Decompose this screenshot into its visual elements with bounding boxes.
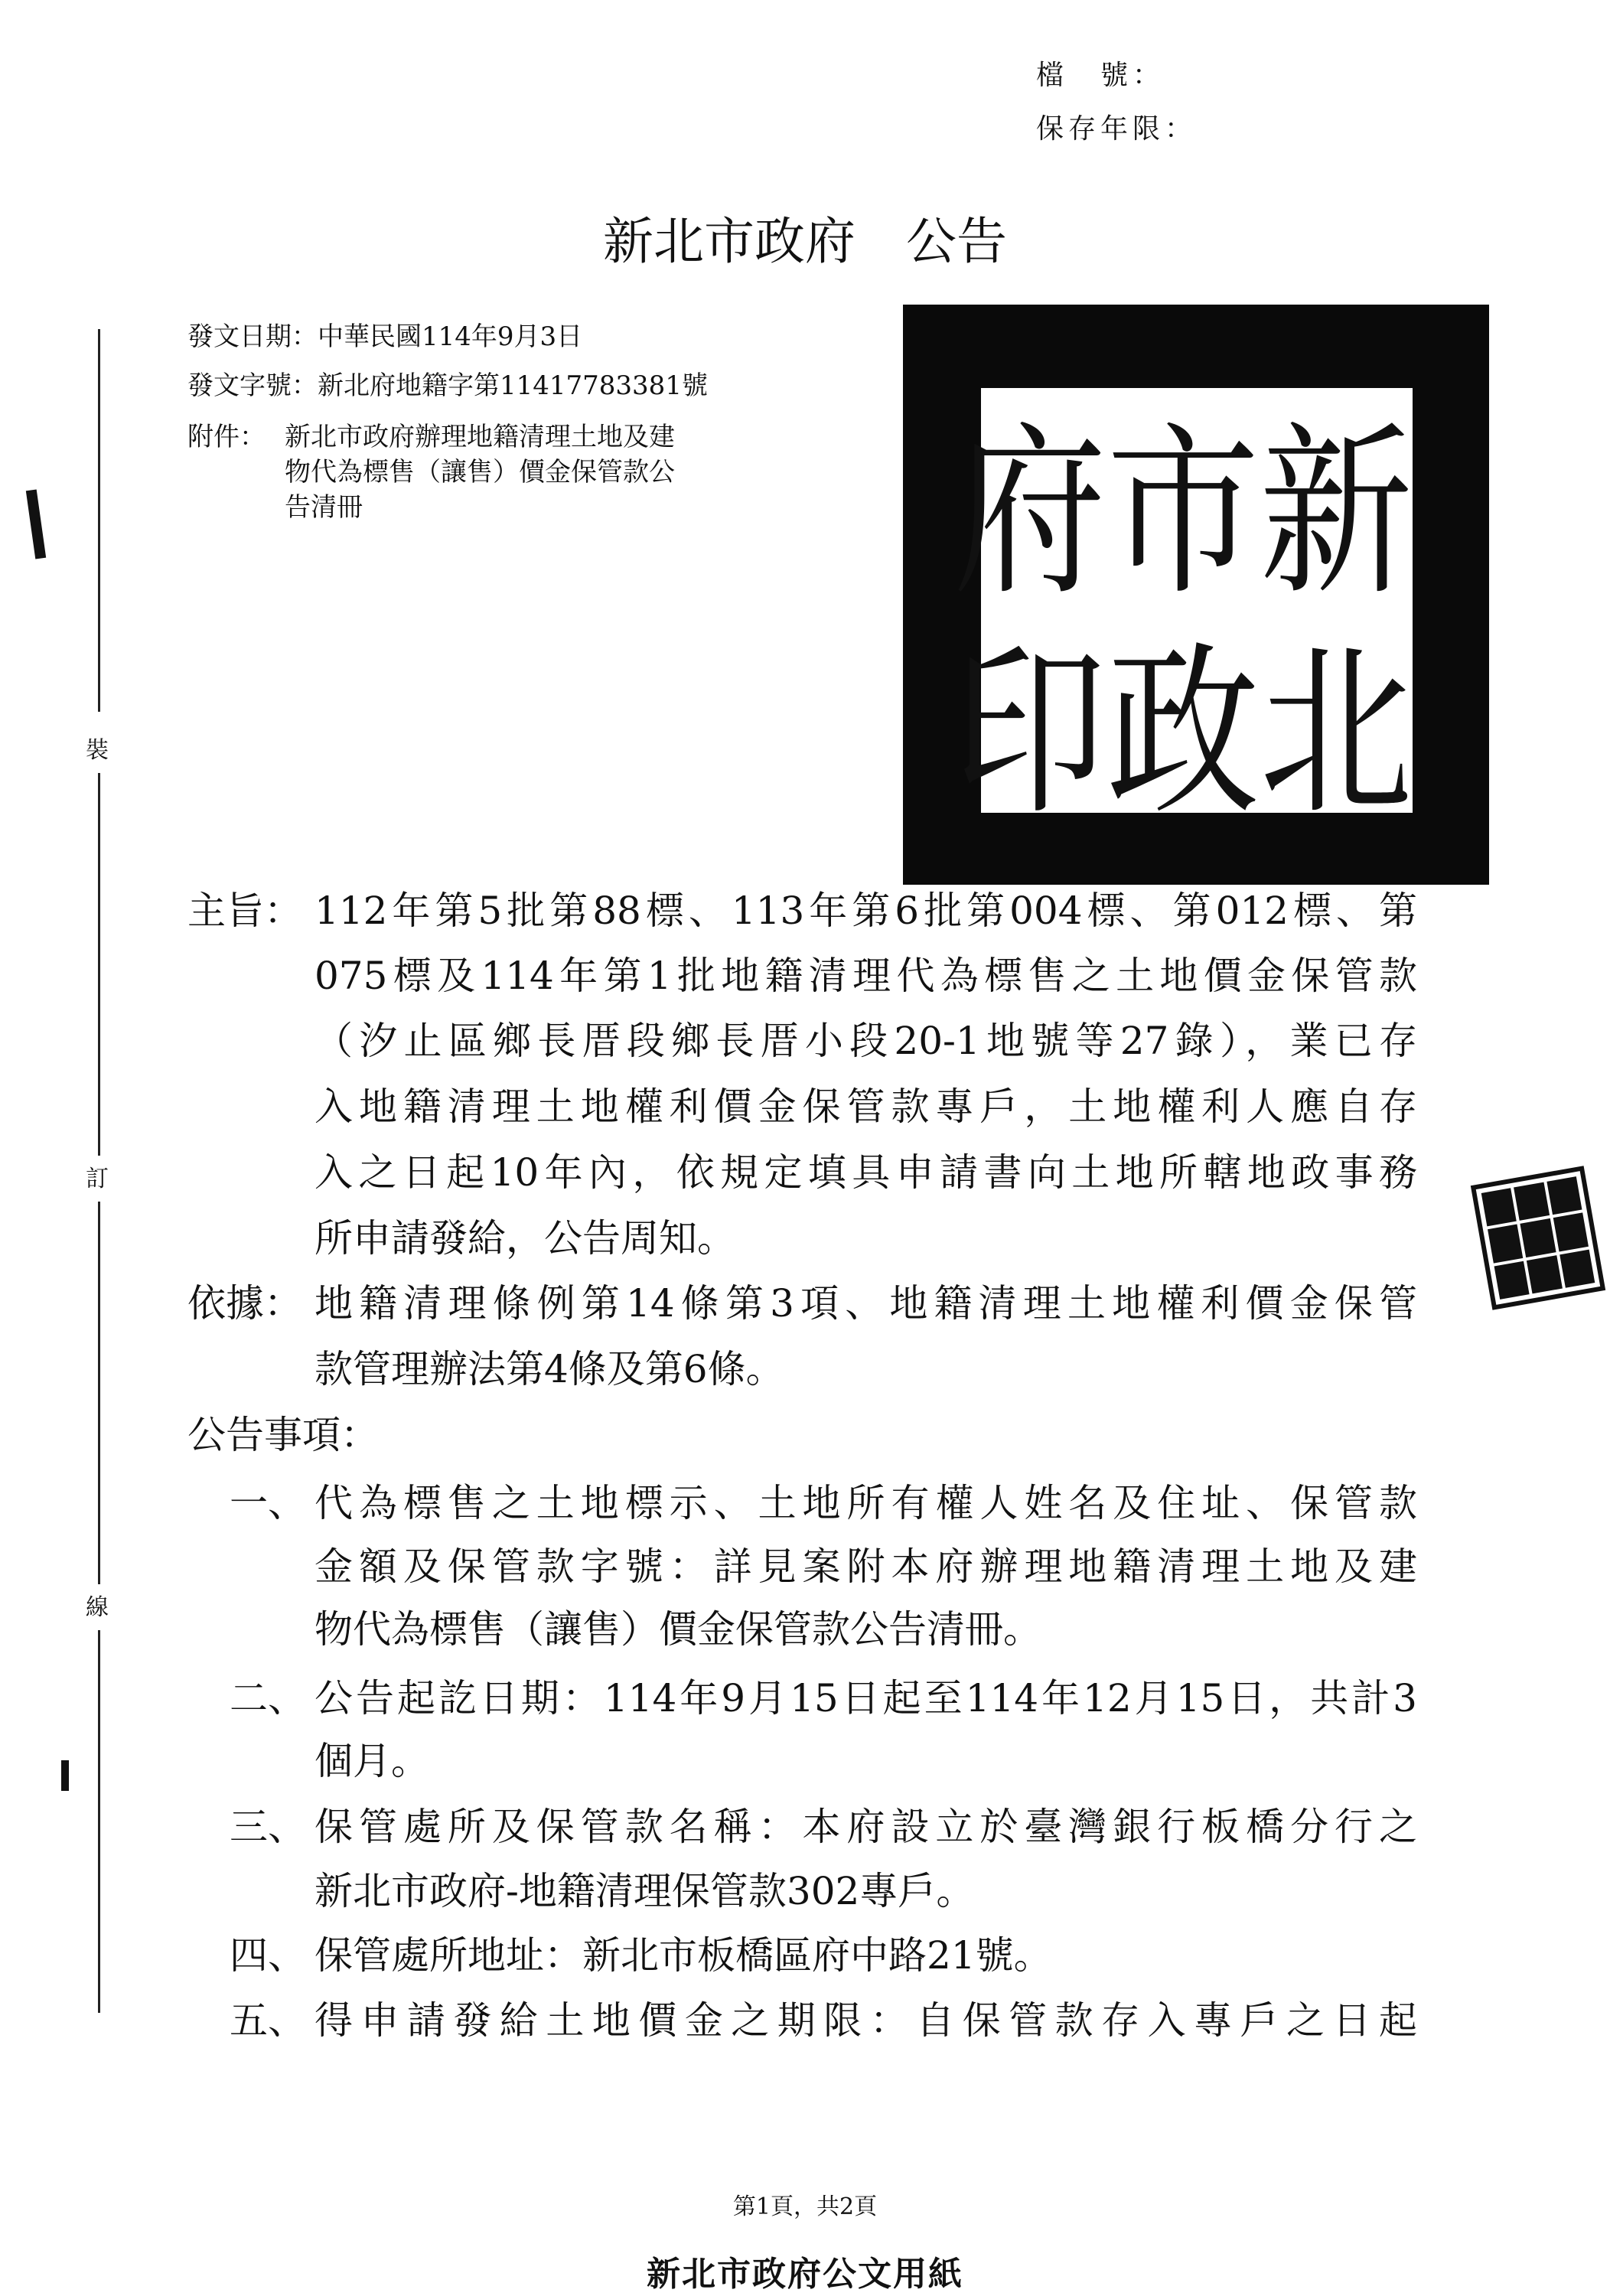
scan-mark <box>26 489 46 559</box>
seal-char: 政 <box>1106 626 1260 840</box>
attachment-line: 新北市政府辦理地籍清理土地及建 <box>285 422 675 452</box>
subject-line: 所申請發給，公告周知。 <box>315 1216 735 1261</box>
seal-face <box>953 388 1413 840</box>
item-line: 新北市政府-地籍清理保管款302專戶。 <box>315 1869 975 1913</box>
binding-mark-zhuang: 裝 <box>86 737 109 764</box>
subject-line: 入之日起10年內，依規定填具申請書向土地所轄地政事務 <box>315 1150 1417 1195</box>
item-line: 公告起訖日期：114年9月15日起至114年12月15日，共計3 <box>315 1676 1417 1720</box>
basis-label: 依據： <box>187 1281 302 1326</box>
attachment-line: 物代為標售（讓售）價金保管款公 <box>285 457 675 488</box>
paper-footer: 新北市政府公文用紙 <box>647 2255 963 2294</box>
binding-line <box>98 1202 100 1584</box>
item-line: 物代為標售（讓售）價金保管款公告清冊。 <box>315 1607 1041 1652</box>
basis-line: 地籍清理條例第14條第3項、地籍清理土地權利價金保管 <box>315 1281 1417 1326</box>
binding-mark-ding: 訂 <box>86 1166 109 1192</box>
binding-mark-xian: 線 <box>86 1594 109 1621</box>
seal-char: 北 <box>1259 626 1413 840</box>
subject-line: 112年第5批第88標、113年第6批第004標、第012標、第 <box>315 889 1417 933</box>
document-number: 發文字號：新北府地籍字第11417783381號 <box>187 370 708 401</box>
attachment-line: 告清冊 <box>285 492 363 523</box>
item-line: 保管處所及保管款名稱：本府設立於臺灣銀行板橋分行之 <box>315 1805 1417 1849</box>
small-seal <box>1471 1166 1605 1310</box>
binding-line <box>98 773 100 1156</box>
item-number: 一、 <box>230 1481 306 1525</box>
subject-line: 075標及114年第1批地籍清理代為標售之土地價金保管款 <box>315 954 1417 998</box>
attachment-label: 附件： <box>187 422 266 452</box>
item-number: 二、 <box>230 1676 306 1720</box>
scan-mark <box>61 1760 69 1791</box>
item-number: 四、 <box>230 1933 306 1978</box>
page-number: 第1頁，共2頁 <box>732 2193 878 2220</box>
page-title: 新北市政府 公告 <box>603 212 1007 271</box>
item-line: 保管處所地址：新北市板橋區府中路21號。 <box>315 1933 1052 1978</box>
item-number: 五、 <box>230 1998 306 2043</box>
retention-period-label: 保存年限： <box>1036 113 1198 145</box>
seal-char: 市 <box>1106 406 1260 621</box>
item-line: 代為標售之土地標示、土地所有權人姓名及住址、保管款 <box>315 1481 1417 1525</box>
binding-line <box>98 329 100 712</box>
issue-date: 發文日期：中華民國114年9月3日 <box>187 321 583 352</box>
seal-char: 印 <box>953 626 1106 840</box>
item-line: 得申請發給土地價金之期限：自保管款存入專戶之日起 <box>315 1998 1417 2043</box>
items-label: 公告事項： <box>187 1413 379 1457</box>
item-line: 個月。 <box>315 1739 429 1783</box>
item-number: 三、 <box>230 1805 306 1849</box>
subject-label: 主旨： <box>187 889 302 933</box>
subject-line: 入地籍清理土地權利價金保管款專戶，土地權利人應自存 <box>315 1084 1417 1129</box>
basis-line: 款管理辦法第4條及第6條。 <box>315 1347 784 1391</box>
official-seal <box>903 305 1489 885</box>
seal-char: 新 <box>1259 406 1413 621</box>
subject-line: （汐止區鄉長厝段鄉長厝小段20-1地號等27錄），業已存 <box>315 1019 1417 1063</box>
item-line: 金額及保管款字號：詳見案附本府辦理地籍清理土地及建 <box>315 1544 1417 1589</box>
binding-line <box>98 1630 100 2013</box>
seal-char: 府 <box>953 406 1106 621</box>
file-number-label: 檔 號： <box>1036 60 1165 91</box>
